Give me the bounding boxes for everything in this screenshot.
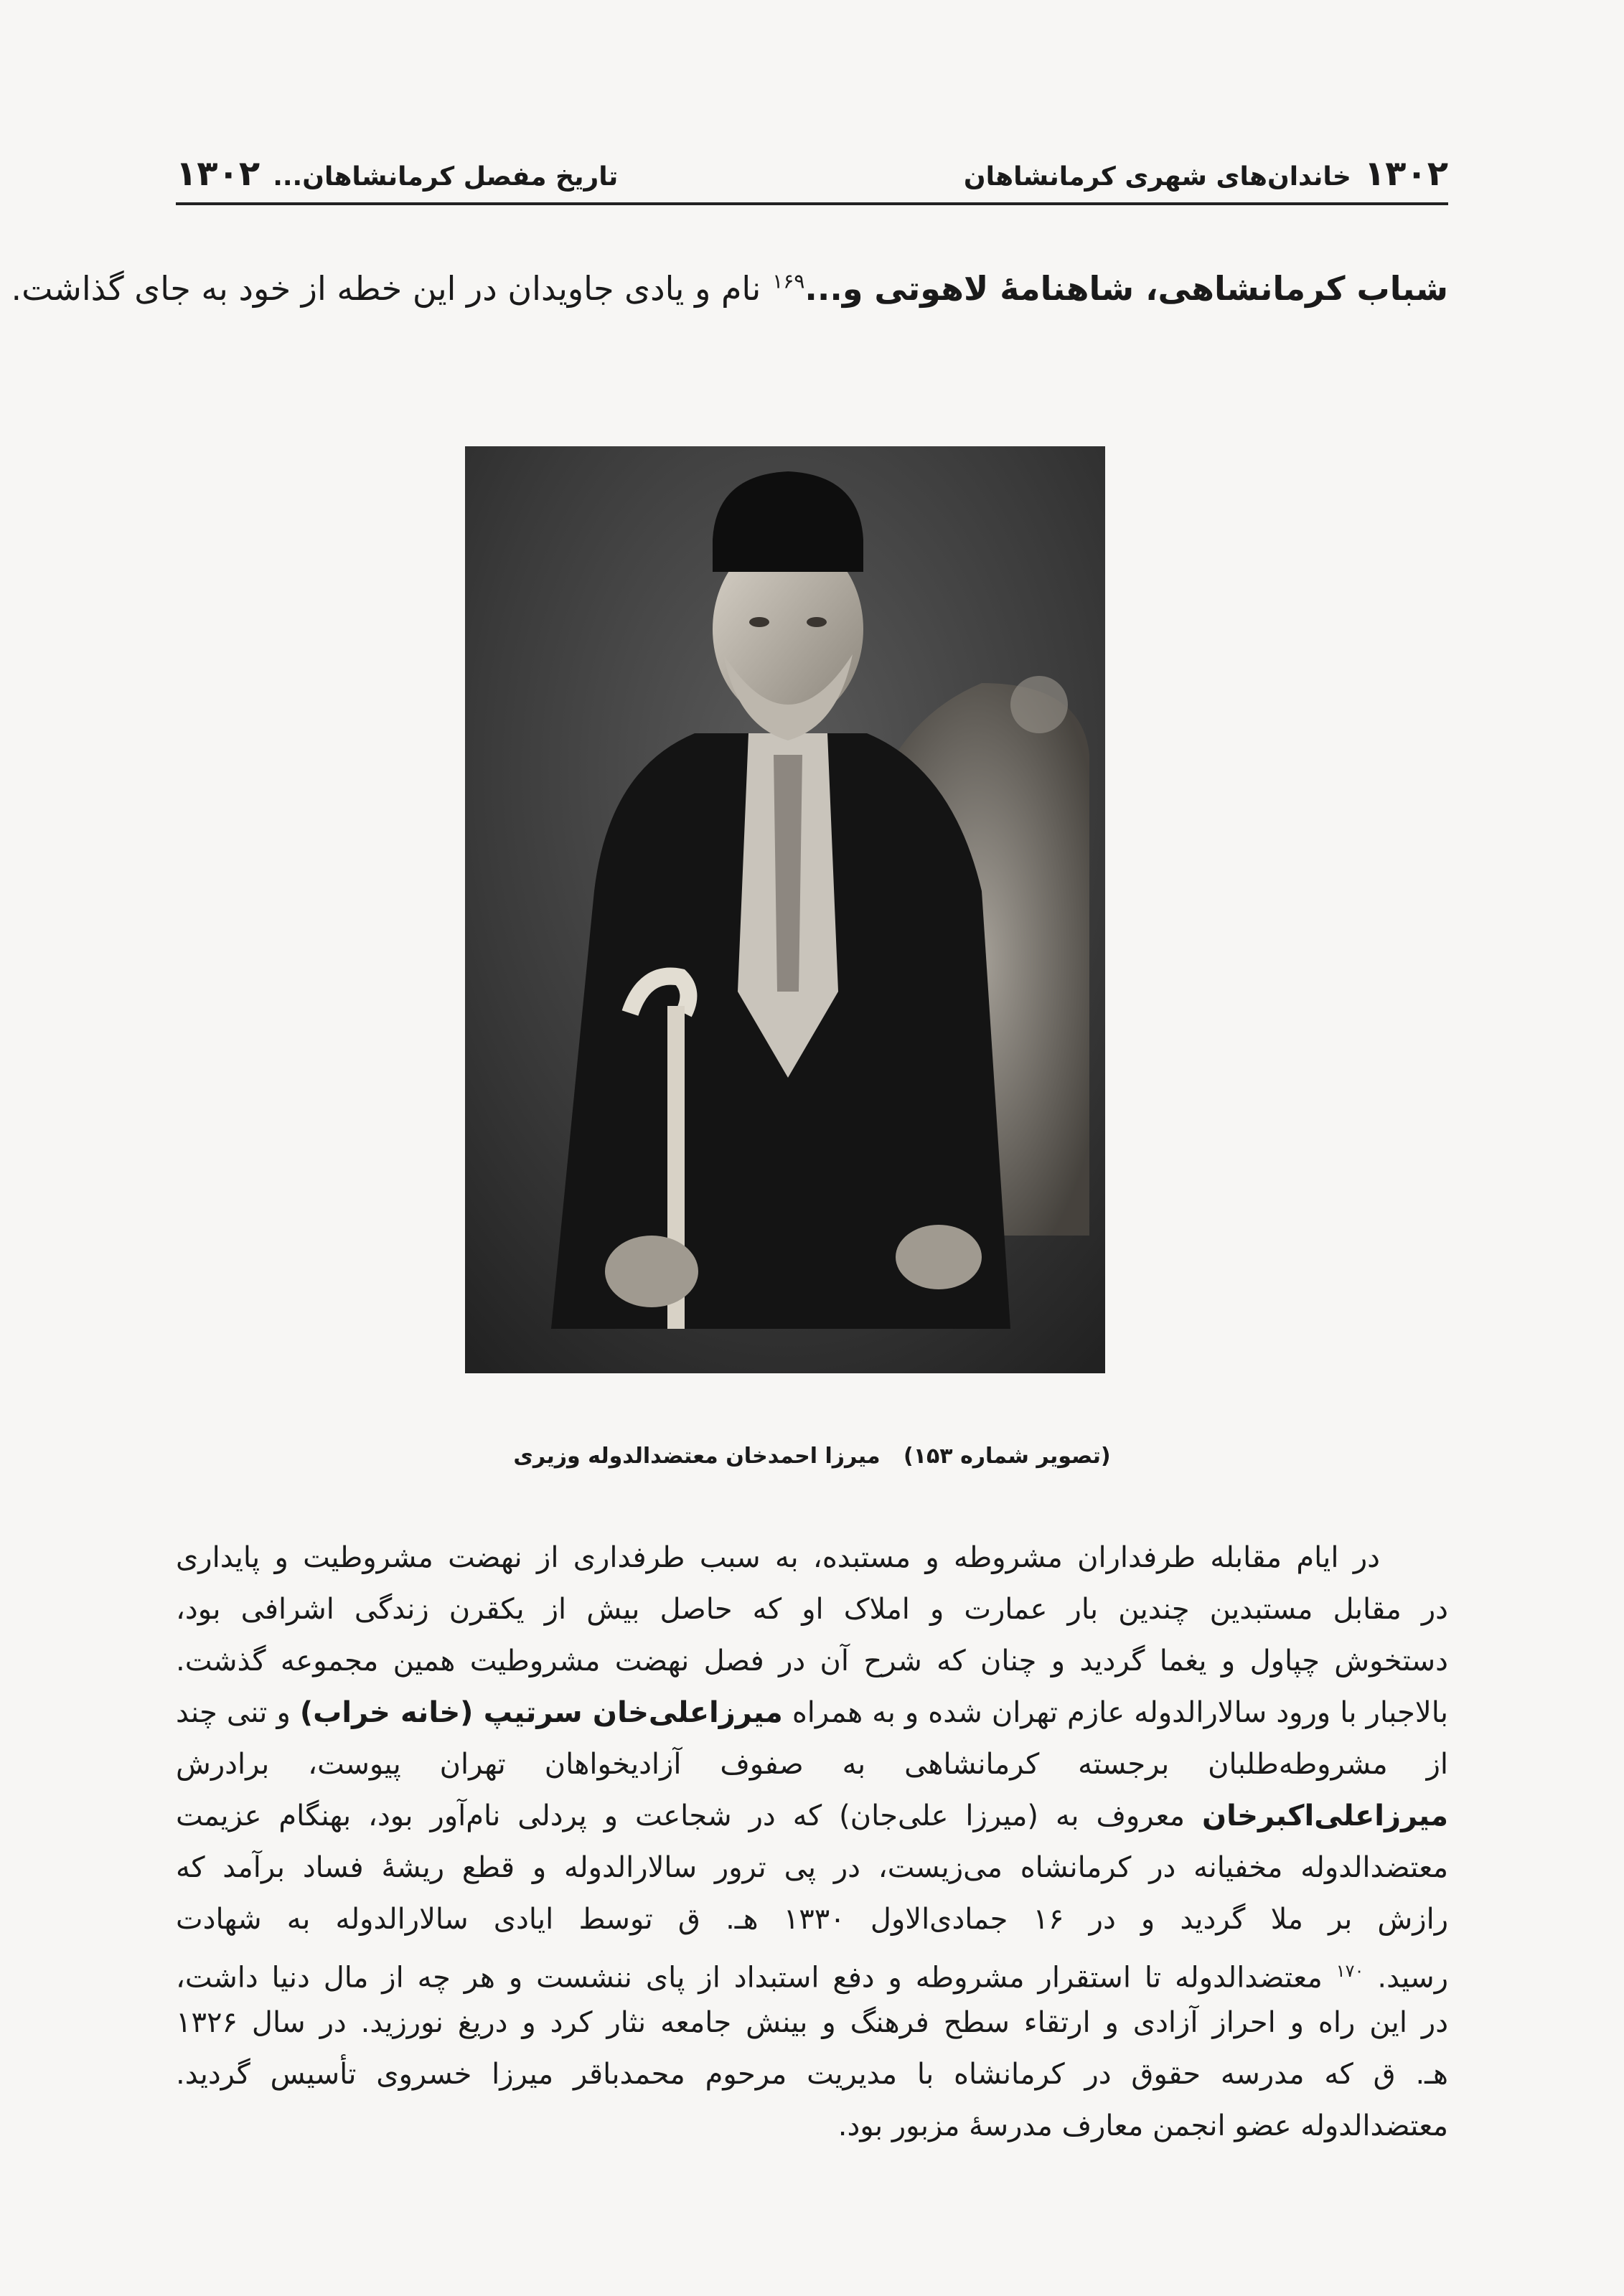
lead-bold: شباب کرمانشاهی، شاهنامهٔ لاهوتی و... <box>804 269 1448 308</box>
body-line-9-a: رسید. <box>1377 1961 1448 1995</box>
body-line-1: در ایام مقابله طرفداران مشروطه و مستبده، به سبب طرفداری از نهضت مشروطیت و پایداری <box>176 1541 1380 1574</box>
caption-number: (تصویر شماره ۱۵۳) <box>903 1444 1111 1469</box>
lead-line <box>11 265 1448 311</box>
lead-normal: نام و یادی جاویدان در این خطه از خود به جای گذاشت. <box>11 269 761 308</box>
body-line-2: در مقابل مستبدین چندین بار عمارت و املاک او که حاصل بیش از یکقرن زندگی اشرافی بود، <box>176 1593 1448 1626</box>
body-line-8: رازش بر ملا گردید و در ۱۶ جمادی‌الاول ۱۳۳۰ هـ. ق توسط ایادی سالارالدوله به شهادت <box>176 1903 1448 1936</box>
book-title: تاریخ مفصل کرمانشاهان... <box>273 162 619 192</box>
body-line-6-b: معروف به (میرزا علی‌جان) که در شجاعت و پردلی نام‌آور بود، بهنگام عزیمت <box>176 1799 1186 1832</box>
footnote-ref-170[interactable]: ۱۷۰ <box>1336 1961 1364 1981</box>
chapter-title: خاندان‌های شهری کرمانشاهان <box>963 162 1351 192</box>
body-line-12: معتضدالدوله عضو انجمن معارف مدرسهٔ مزبور بود. <box>837 2109 1448 2142</box>
body-line-6-bold: میرزاعلی‌اکبرخان <box>1202 1799 1448 1832</box>
body-line-10: در این راه و احراز آزادی و ارتقاء سطح فرهنگ و بینش جامعه نثار کرد و دریغ نورزید. در سال ۱۳۲۶ <box>176 2006 1448 2039</box>
body-line-4-bold: میرزاعلی‌خان سرتیپ (خانه خراب) <box>299 1696 783 1729</box>
page-number-right: ۱۳۰۲ <box>1363 154 1448 194</box>
body-line-7: معتضدالدوله مخفیانه در کرمانشاه می‌زیست، در پی ترور سالارالدوله و قطع ریشهٔ فساد برآمد که <box>176 1851 1448 1884</box>
body-line-11: هـ. ق که مدرسه حقوق در کرمانشاه با مدیریت مرحوم محمدباقر میرزا خسروی تأسیس گردید. <box>176 2058 1448 2091</box>
caption-subject: میرزا احمدخان معتضدالدوله وزیری <box>513 1444 881 1469</box>
running-head-right <box>964 154 1448 194</box>
photo-caption <box>176 1444 1448 1469</box>
body-line-4-a: بالاجبار با ورود سالارالدوله عازم تهران شده و به همراه <box>792 1696 1448 1729</box>
body-line-5: از مشروطه‌طلبان برجسته کرمانشاهی به صفوف آزادیخواهان تهران پیوست، برادرش <box>176 1748 1448 1781</box>
body-line-4 <box>176 1687 1448 1739</box>
body-line-6 <box>176 1790 1448 1842</box>
running-head <box>176 144 1448 205</box>
page-number-left: ۱۳۰۲ <box>176 154 261 194</box>
body-line-9 <box>176 1945 1448 1997</box>
running-head-left <box>176 154 618 194</box>
portrait-image <box>465 446 1105 1373</box>
portrait-photo <box>465 446 1105 1373</box>
footnote-ref-169[interactable]: ۱۶۹ <box>772 269 805 293</box>
body-paragraph <box>176 1532 1448 2152</box>
body-line-9-b: معتضدالدوله تا استقرار مشروطه و دفع استبداد از پای ننشست و هر چه از مال دنیا داشت، <box>176 1961 1323 1995</box>
body-line-4-c: و تنی چند <box>176 1696 291 1729</box>
body-line-3: دستخوش چپاول و یغما گردید و چنان که شرح آن در فصل نهضت مشروطیت همین مجموعه گذشت. <box>176 1645 1448 1678</box>
